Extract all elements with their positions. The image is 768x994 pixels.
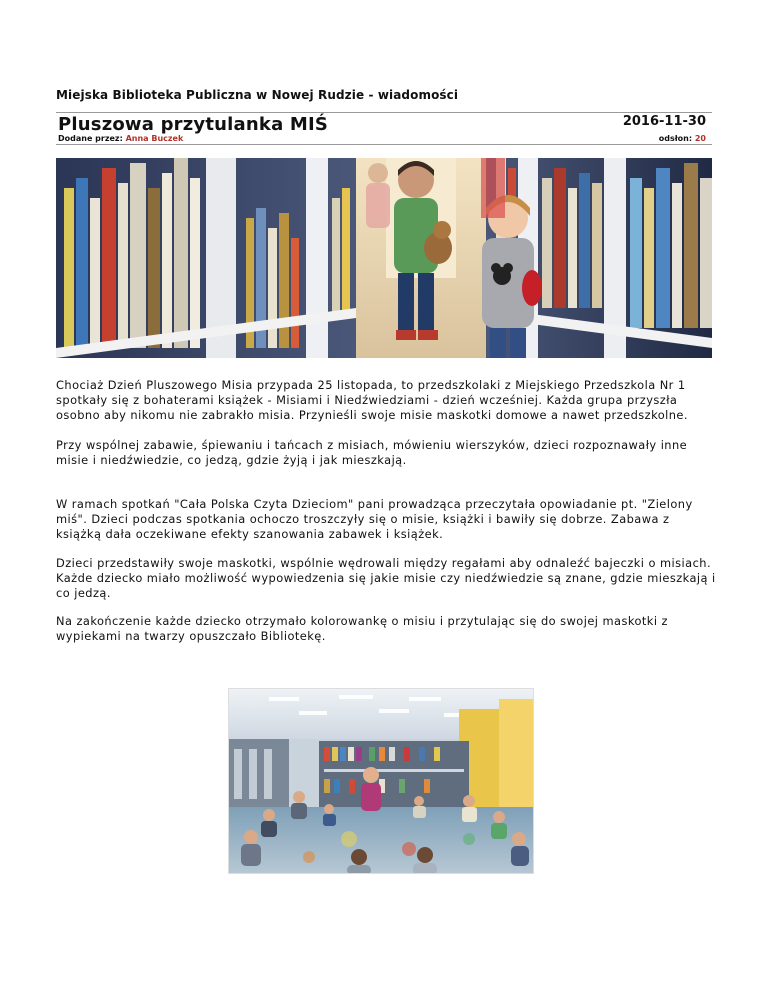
header-top-rule bbox=[56, 112, 712, 113]
paragraph-1 bbox=[56, 378, 716, 423]
article-date: 2016-11-30 bbox=[622, 114, 706, 129]
paragraph-2-text: Przy wspólnej zabawie, śpiewaniu i tańcach z misiach, mówieniu wierszyków, dzieci rozpoznawały inne misie i niedźwiedzie, co jedzą, gdzie żyją i jak mieszkają. bbox=[56, 438, 688, 467]
paragraph-4-text: Dzieci przedstawiły swoje maskotki, wspólnie wędrowali między regałami aby odnaleźć bajeczki o misiach. Każde dziecko miało możliwość wypowiedzenia się jakie misie czy niedźwiedzie są znane, gdzie mieszkają i co jedzą. bbox=[56, 556, 716, 600]
views-count: 20 bbox=[694, 134, 706, 143]
paragraph-3 bbox=[56, 497, 716, 542]
paragraph-5 bbox=[56, 614, 716, 644]
author-label: Dodane przez: bbox=[58, 134, 123, 143]
paragraph-1-text: Chociaż Dzień Pluszowego Misia przypada 25 listopada, to przedszkolaki z Miejskiego Przedszkola Nr 1 spotkały się z bohaterami książek - Misiami i Niedźwiedziami - dzień wcześniej. Każda grupa przyszła osobno aby nikomu nie zabrakło misia. Przynieśli swoje misie maskotki domowe a nawet przedszkolne. bbox=[56, 378, 688, 422]
views-line bbox=[659, 134, 706, 143]
paragraph-3-text: W ramach spotkań "Cała Polska Czyta Dzieciom" pani prowadząca przeczytała opowiadanie pt. "Zielony miś". Dzieci podczas spotkania ochoczo troszczyły się o misie, książki i bawiły się dobrze. Zabawa z książką dała oczekiwane efekty szanowania zabawek i książek. bbox=[56, 497, 693, 541]
paragraph-4 bbox=[56, 556, 716, 601]
author-line bbox=[58, 134, 183, 143]
paragraph-2 bbox=[56, 438, 716, 468]
header-bottom-rule bbox=[56, 144, 712, 145]
article-photo-library-aisle bbox=[56, 158, 712, 358]
photo-library-aisle-image bbox=[56, 158, 712, 358]
paragraph-5-text: Na zakończenie każde dziecko otrzymało kolorowankę o misiu i przytulając się do swojej maskotki z wypiekami na twarzy opuszczało Bibliotekę. bbox=[56, 614, 668, 643]
article-title: Pluszowa przytulanka MIŚ bbox=[58, 114, 329, 135]
author-name[interactable]: Anna Buczek bbox=[125, 134, 184, 143]
views-label: odsłon: bbox=[658, 134, 693, 143]
article-photo-reading-circle bbox=[228, 688, 534, 874]
photo-reading-circle-image bbox=[229, 689, 533, 873]
site-title: Miejska Biblioteka Publiczna w Nowej Rudzie - wiadomości bbox=[56, 88, 459, 102]
